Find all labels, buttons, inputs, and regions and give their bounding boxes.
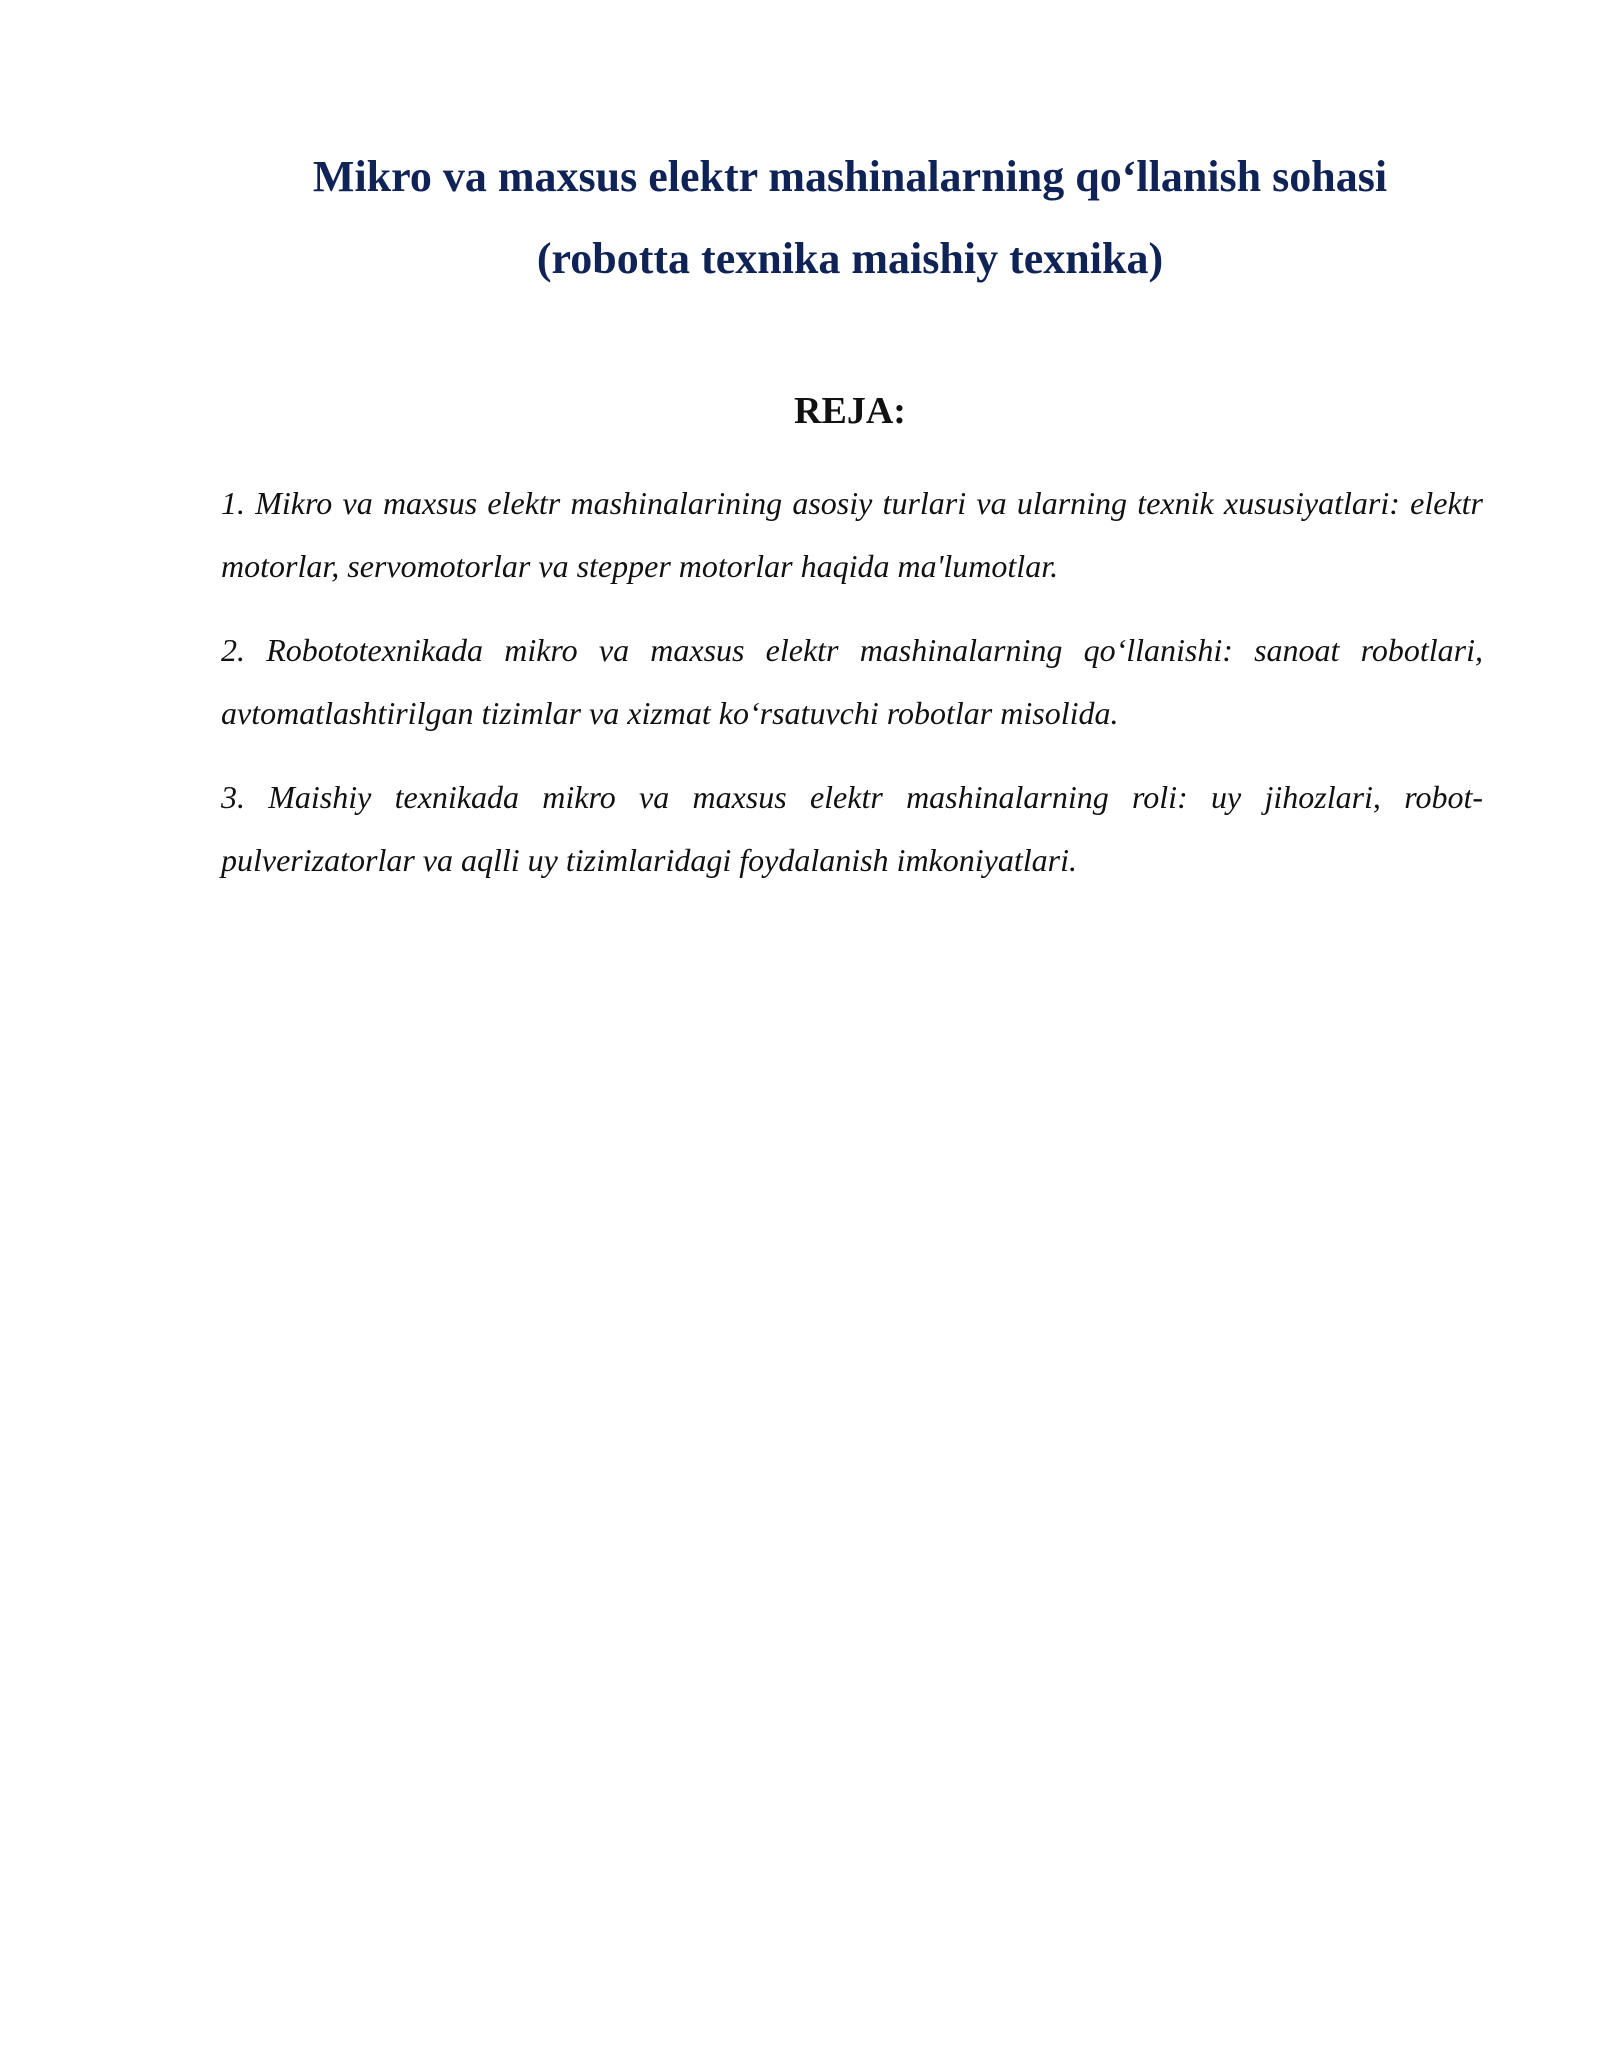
plan-heading: REJA: (794, 390, 906, 432)
plan-item-3: 3. Maishiy texnikada mikro va maxsus elektr mashinalarning roli: uy jihozlari, robot-pulverizatorlar va aqlli uy tizimlaridagi foydalanish imkoniyatlari. (221, 779, 1483, 878)
plan-item-2: 2. Robototexnikada mikro va maxsus elektr mashinalarning qo‘llanishi: sanoat robotlari, avtomatlashtirilgan tizimlar va xizmat ko‘rsatuvchi robotlar misolida. (221, 632, 1483, 731)
document-title-line-1: Mikro va maxsus elektr mashinalarning qo‘llanish sohasi (312, 152, 1388, 201)
document-title-line-2: (robotta texnika maishiy texnika) (536, 234, 1164, 283)
plan-item-1: 1. Mikro va maxsus elektr mashinalarining asosiy turlari va ularning texnik xususiyatlari: elektr motorlar, servomotorlar va stepper motorlar haqida ma'lumotlar. (221, 485, 1483, 584)
plan-list (221, 472, 1483, 913)
